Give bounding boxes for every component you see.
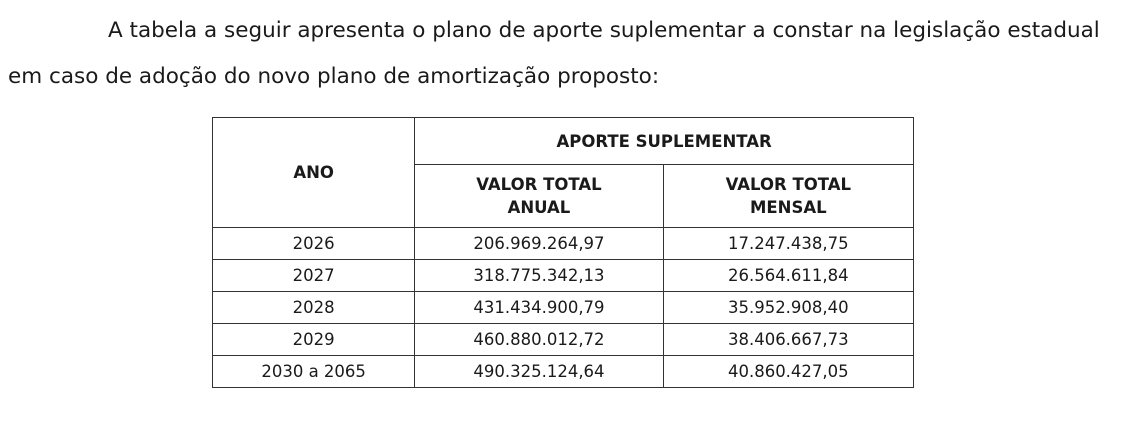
table-row xyxy=(213,324,914,356)
cell-ano: 2028 xyxy=(213,292,415,324)
cell-valor-anual: 318.775.342,13 xyxy=(415,260,663,292)
cell-ano: 2030 a 2065 xyxy=(213,356,415,388)
table-header xyxy=(213,118,914,228)
cell-ano: 2029 xyxy=(213,324,415,356)
cell-valor-mensal: 40.860.427,05 xyxy=(663,356,913,388)
cell-valor-mensal: 38.406.667,73 xyxy=(663,324,913,356)
aporte-table xyxy=(212,117,914,388)
cell-valor-mensal: 35.952.908,40 xyxy=(663,292,913,324)
header-valor-total-anual xyxy=(415,165,663,228)
cell-ano: 2027 xyxy=(213,260,415,292)
header-aporte-suplementar: APORTE SUPLEMENTAR xyxy=(415,118,914,165)
cell-valor-mensal: 26.564.611,84 xyxy=(663,260,913,292)
cell-valor-anual: 490.325.124,64 xyxy=(415,356,663,388)
intro-line-2: em caso de adoção do novo plano de amortização proposto: xyxy=(8,64,660,89)
intro-line-1: A tabela a seguir apresenta o plano de aporte suplementar a constar na legislação estadual xyxy=(108,18,1100,43)
table-body xyxy=(213,228,914,388)
header-mensal-line-2: MENSAL xyxy=(749,198,827,217)
cell-valor-mensal: 17.247.438,75 xyxy=(663,228,913,260)
header-anual-line-2: ANUAL xyxy=(507,198,571,217)
cell-valor-anual: 431.434.900,79 xyxy=(415,292,663,324)
table-row xyxy=(213,292,914,324)
table-row xyxy=(213,228,914,260)
intro-paragraph xyxy=(8,8,1118,100)
cell-ano: 2026 xyxy=(213,228,415,260)
cell-valor-anual: 460.880.012,72 xyxy=(415,324,663,356)
header-valor-total-mensal xyxy=(663,165,913,228)
table-row xyxy=(213,260,914,292)
header-row-1 xyxy=(213,118,914,165)
table-row xyxy=(213,356,914,388)
header-ano: ANO xyxy=(213,118,415,228)
cell-valor-anual: 206.969.264,97 xyxy=(415,228,663,260)
header-mensal-line-1: VALOR TOTAL xyxy=(725,175,851,194)
header-anual-line-1: VALOR TOTAL xyxy=(476,175,602,194)
